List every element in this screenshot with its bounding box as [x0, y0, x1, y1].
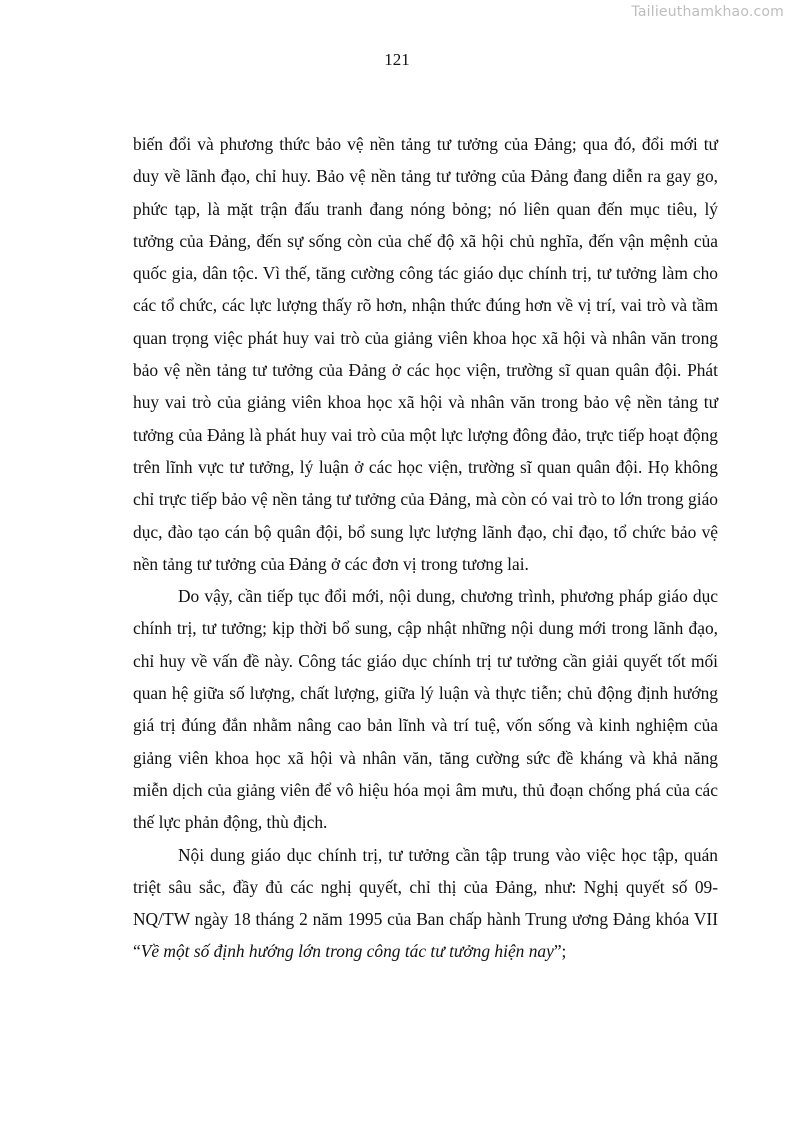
paragraph-3-text: Nội dung giáo dục chính trị, tư tưởng cần tập trung vào việc học tập, quán triệt sâu sắc, đầy đủ các nghị quyết, chỉ thị của Đảng, như: Nghị quyết số 09-NQ/TW ngày 18 tháng 2 năm 1995 của Ban chấp hành Trung ương Đảng khóa VII “: [133, 844, 718, 962]
paragraph-3-closing: ”;: [553, 941, 567, 962]
page-number: 121: [384, 50, 410, 69]
paragraph-1: biến đổi và phương thức bảo vệ nền tảng tư tưởng của Đảng; qua đó, đổi mới tư duy về lãnh đạo, chỉ huy. Bảo vệ nền tảng tư tưởng của Đảng đang diễn ra gay go, phức tạp, là mặt trận đấu tranh đang nóng bỏng; nó liên quan đến mục tiêu, lý tưởng của Đảng, đến sự sống còn của chế độ xã hội chủ nghĩa, đến vận mệnh của quốc gia, dân tộc. Vì thế, tăng cường công tác giáo dục chính trị, tư tưởng làm cho các tổ chức, các lực lượng thấy rõ hơn, nhận thức đúng hơn về vị trí, vai trò và tầm quan trọng việc phát huy vai trò của giảng viên khoa học xã hội và nhân văn trong bảo vệ nền tảng tư tưởng của Đảng ở các học viện, trường sĩ quan quân đội. Phát huy vai trò của giảng viên khoa học xã hội và nhân văn trong bảo vệ nền tảng tư tưởng của Đảng là phát huy vai trò của một lực lượng đông đảo, trực tiếp hoạt động trên lĩnh vực tư tưởng, lý luận ở các học viện, trường sĩ quan quân đội. Họ không chỉ trực tiếp bảo vệ nền tảng tư tưởng của Đảng, mà còn có vai trò to lớn trong giáo dục, đào tạo cán bộ quân đội, bổ sung lực lượng lãnh đạo, chỉ đạo, tổ chức bảo vệ nền tảng tư tưởng của Đảng ở các đơn vị trong tương lai.: [133, 134, 718, 574]
paragraph-2: Do vậy, cần tiếp tục đổi mới, nội dung, chương trình, phương pháp giáo dục chính trị, tư tưởng; kịp thời bổ sung, cập nhật những nội dung mới trong lãnh đạo, chỉ huy về vấn đề này. Công tác giáo dục chính trị tư tưởng cần giải quyết tốt mối quan hệ giữa số lượng, chất lượng, giữa lý luận và thực tiễn; chủ động định hướng giá trị đúng đắn nhằm nâng cao bản lĩnh và trí tuệ, vốn sống và kinh nghiệm của giảng viên khoa học xã hội và nhân văn, tăng cường sức đề kháng và khả năng miễn dịch của giảng viên để vô hiệu hóa mọi âm mưu, thủ đoạn chống phá của các thế lực phản động, thù địch.: [133, 586, 718, 833]
document-body: [133, 128, 718, 968]
paragraph-3: [133, 839, 718, 968]
watermark: Tailieuthamkhao.com: [631, 4, 784, 20]
document-title-italic: Về một số định hướng lớn trong công tác tư tưởng hiện nay: [140, 941, 554, 962]
